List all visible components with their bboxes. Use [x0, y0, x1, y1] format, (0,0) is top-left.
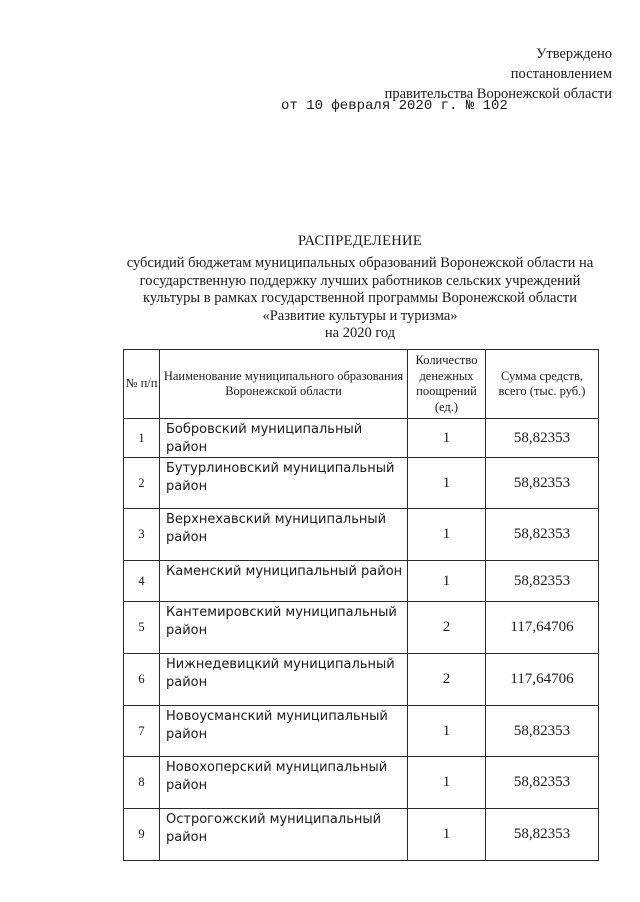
row-sum: 58,82353 — [486, 561, 599, 602]
row-num: 9 — [124, 809, 160, 861]
table-row — [124, 509, 599, 561]
document-title: РАСПРЕДЕЛЕНИЕ — [298, 233, 422, 249]
table-row — [124, 419, 599, 458]
row-count: 1 — [408, 561, 486, 602]
row-name: Нижнедевицкий муниципальный район — [160, 654, 408, 706]
subtitle-line: субсидий бюджетам муниципальных образований Воронежской области на — [126, 255, 594, 271]
row-sum: 58,82353 — [486, 419, 599, 458]
subtitle-line: культуры в рамках государственной программы Воронежской области — [142, 290, 578, 306]
approval-line-resolution: постановлением — [510, 66, 612, 82]
row-num: 8 — [124, 757, 160, 809]
row-count: 1 — [408, 809, 486, 861]
row-num: 3 — [124, 509, 160, 561]
row-count: 1 — [408, 757, 486, 809]
row-num: 2 — [124, 458, 160, 509]
row-sum: 58,82353 — [486, 757, 599, 809]
subtitle-line: «Развитие культуры и туризма» — [262, 307, 458, 324]
row-name: Новохоперский муниципальный район — [160, 757, 408, 809]
row-count: 1 — [408, 509, 486, 561]
row-count: 1 — [408, 706, 486, 757]
row-name: Бутурлиновский муниципальный район — [160, 458, 408, 509]
row-name: Новоусманский муниципальный район — [160, 706, 408, 757]
row-num: 7 — [124, 706, 160, 757]
table-row — [124, 654, 599, 706]
table-row — [124, 809, 599, 861]
subtitle-line: на 2020 год — [324, 325, 396, 341]
row-num: 6 — [124, 654, 160, 706]
row-count: 1 — [408, 419, 486, 458]
row-name: Кантемировский муниципальный район — [160, 602, 408, 654]
table-row — [124, 458, 599, 509]
table-row — [124, 561, 599, 602]
row-sum: 117,64706 — [486, 602, 599, 654]
header-name: Наименование муниципального образования Воронежской области — [160, 350, 408, 419]
header-num: № п/п — [124, 350, 160, 419]
approval-line-government: правительства Воронежской области — [384, 86, 612, 102]
table-row — [124, 602, 599, 654]
row-count: 2 — [408, 654, 486, 706]
header-sum: Сумма средств, всего (тыс. руб.) — [486, 350, 599, 419]
table-row — [124, 706, 599, 757]
approval-line-approved: Утверждено — [536, 46, 612, 62]
row-sum: 117,64706 — [486, 654, 599, 706]
row-count: 1 — [408, 458, 486, 509]
row-sum: 58,82353 — [486, 706, 599, 757]
row-sum: 58,82353 — [486, 809, 599, 861]
table-header-row — [124, 350, 599, 419]
decree-reference: от 10 февраля 2020 г. № 102 — [281, 98, 508, 114]
row-name: Каменский муниципальный район — [160, 561, 408, 602]
row-name: Острогожский муниципальный район — [160, 809, 408, 861]
document-subtitle — [100, 255, 620, 343]
row-sum: 58,82353 — [486, 509, 599, 561]
row-num: 1 — [124, 419, 160, 458]
row-name: Бобровский муниципальный район — [160, 419, 408, 458]
row-sum: 58,82353 — [486, 458, 599, 509]
distribution-table — [123, 349, 599, 861]
table-row — [124, 757, 599, 809]
header-count: Количество денежных поощрений (ед.) — [408, 350, 486, 419]
subtitle-line: государственную поддержку лучших работников сельских учреждений — [139, 272, 581, 289]
row-num: 5 — [124, 602, 160, 654]
row-name: Верхнехавский муниципальный район — [160, 509, 408, 561]
approval-block — [385, 44, 612, 104]
row-num: 4 — [124, 561, 160, 602]
row-count: 2 — [408, 602, 486, 654]
